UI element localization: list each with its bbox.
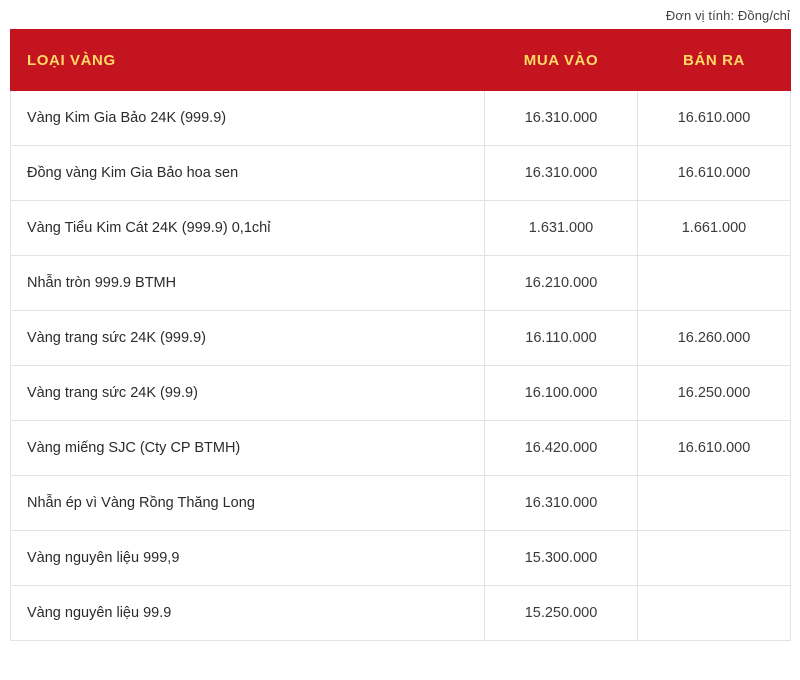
- table-row: [11, 201, 791, 256]
- cell-sell-price: 16.260.000: [638, 311, 791, 366]
- table-header-row: [11, 30, 791, 91]
- table-body: [11, 91, 791, 641]
- column-header-sell: BÁN RA: [638, 30, 791, 91]
- column-header-type: LOẠI VÀNG: [11, 30, 485, 91]
- cell-gold-type: Vàng nguyên liệu 99.9: [11, 586, 485, 641]
- table-row: [11, 91, 791, 146]
- cell-buy-price: 16.310.000: [485, 476, 638, 531]
- cell-sell-price: 16.610.000: [638, 91, 791, 146]
- cell-gold-type: Vàng trang sức 24K (999.9): [11, 311, 485, 366]
- cell-buy-price: 16.420.000: [485, 421, 638, 476]
- cell-buy-price: 1.631.000: [485, 201, 638, 256]
- cell-buy-price: 16.210.000: [485, 256, 638, 311]
- table-row: [11, 146, 791, 201]
- cell-gold-type: Vàng Tiểu Kim Cát 24K (999.9) 0,1chỉ: [11, 201, 485, 256]
- cell-buy-price: 16.110.000: [485, 311, 638, 366]
- cell-buy-price: 16.100.000: [485, 366, 638, 421]
- table-row: [11, 366, 791, 421]
- table-row: [11, 586, 791, 641]
- cell-sell-price: [638, 256, 791, 311]
- cell-gold-type: Vàng trang sức 24K (99.9): [11, 366, 485, 421]
- cell-sell-price: [638, 531, 791, 586]
- cell-sell-price: [638, 476, 791, 531]
- cell-gold-type: Vàng miếng SJC (Cty CP BTMH): [11, 421, 485, 476]
- cell-gold-type: Vàng Kim Gia Bảo 24K (999.9): [11, 91, 485, 146]
- cell-buy-price: 15.300.000: [485, 531, 638, 586]
- cell-sell-price: 16.610.000: [638, 146, 791, 201]
- cell-sell-price: 16.250.000: [638, 366, 791, 421]
- table-row: [11, 476, 791, 531]
- cell-gold-type: Đồng vàng Kim Gia Bảo hoa sen: [11, 146, 485, 201]
- table-row: [11, 531, 791, 586]
- cell-buy-price: 16.310.000: [485, 146, 638, 201]
- table-row: [11, 311, 791, 366]
- table-row: [11, 256, 791, 311]
- table-row: [11, 421, 791, 476]
- unit-note: Đơn vị tính: Đồng/chỉ: [665, 8, 790, 23]
- cell-buy-price: 15.250.000: [485, 586, 638, 641]
- table-header: [11, 30, 791, 91]
- cell-gold-type: Nhẫn tròn 999.9 BTMH: [11, 256, 485, 311]
- cell-gold-type: Vàng nguyên liệu 999,9: [11, 531, 485, 586]
- cell-sell-price: 1.661.000: [638, 201, 791, 256]
- cell-buy-price: 16.310.000: [485, 91, 638, 146]
- cell-sell-price: [638, 586, 791, 641]
- cell-sell-price: 16.610.000: [638, 421, 791, 476]
- column-header-buy: MUA VÀO: [485, 30, 638, 91]
- cell-gold-type: Nhẫn ép vì Vàng Rồng Thăng Long: [11, 476, 485, 531]
- gold-price-table: [10, 29, 791, 641]
